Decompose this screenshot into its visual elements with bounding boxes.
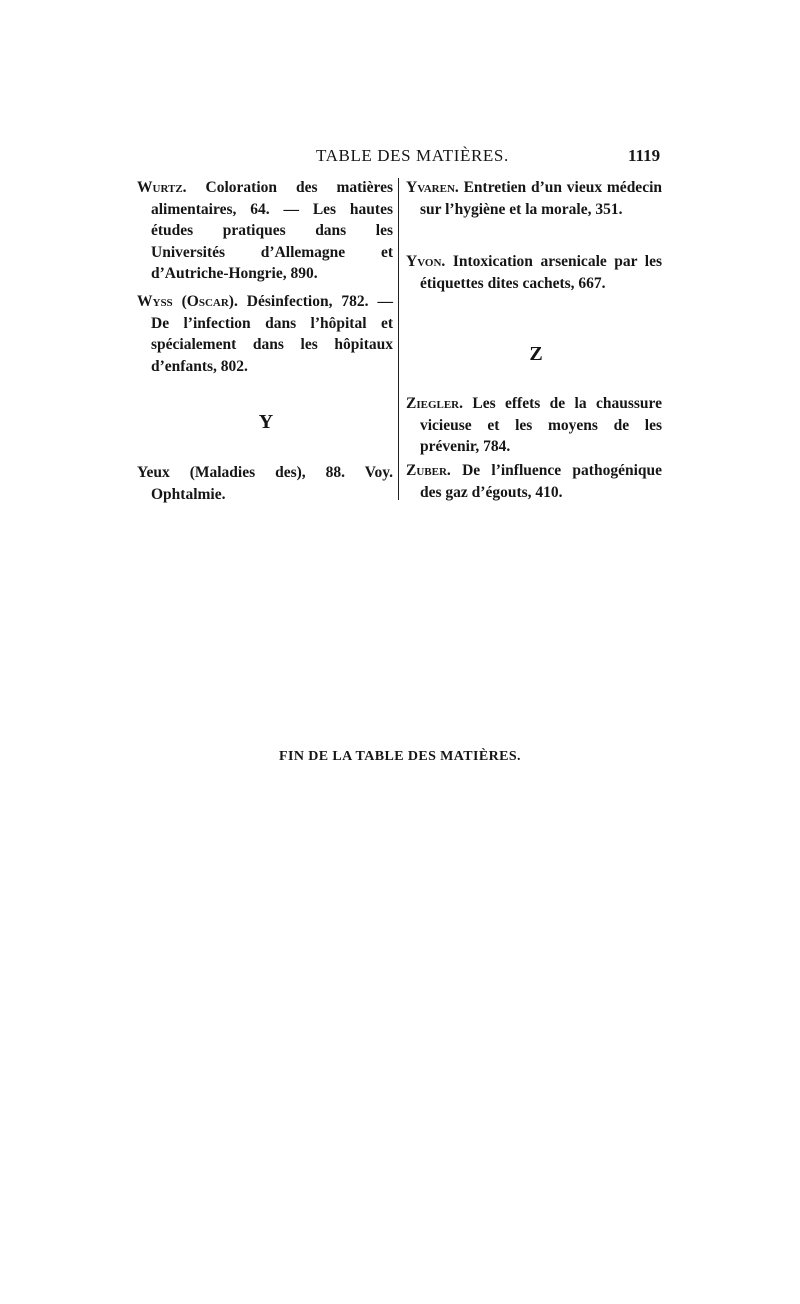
running-title: TABLE DES MATIÈRES.: [316, 146, 509, 165]
page-number: 1119: [628, 146, 661, 165]
entry-text: Les effets de la chaussure vicieuse et les moyens de les prévenir, 784.: [420, 395, 662, 455]
section-letter-z: Z: [529, 343, 543, 365]
index-entry-wurtz: [137, 177, 393, 285]
entry-text: Désinfection, 782. — De l’infection dans l’hôpital et spécialement dans les hôpitaux d’enfants, 802.: [151, 293, 393, 375]
entry-text: Coloration des matières alimentaires, 64. — Les hautes études pratiques dans les Universités d’Allemagne et d’Autriche-Hongrie, 890.: [151, 179, 393, 282]
index-entry-yvaren: [406, 177, 662, 220]
entry-head: Wyss (Oscar).: [137, 293, 238, 310]
index-entry-zuber: [406, 460, 662, 503]
entry-text: 88. Voy. Ophtalmie.: [151, 464, 393, 503]
entry-head: Wurtz.: [137, 179, 187, 196]
entry-head: Ziegler.: [406, 395, 464, 412]
column-divider: [398, 178, 399, 500]
index-entry-wyss: [137, 291, 393, 377]
running-head: [0, 146, 800, 170]
section-letter-y: Y: [258, 411, 274, 433]
index-entry-ziegler: [406, 393, 662, 458]
entry-head: Yvaren.: [406, 179, 459, 196]
entry-text: Entretien d’un vieux médecin sur l’hygiène et la morale, 351.: [420, 179, 662, 218]
index-entry-yeux: [137, 462, 393, 505]
entry-head: Zuber.: [406, 462, 451, 479]
entry-text: Intoxication arsenicale par les étiquettes dites cachets, 667.: [420, 253, 663, 292]
end-of-table-note: FIN DE LA TABLE DES MATIÈRES.: [279, 749, 521, 764]
entry-head: Yvon.: [406, 253, 446, 270]
entry-head: Yeux (Maladies des),: [137, 464, 306, 481]
index-entry-yvon: [406, 251, 662, 294]
entry-text: De l’influence pathogénique des gaz d’égouts, 410.: [420, 462, 662, 501]
